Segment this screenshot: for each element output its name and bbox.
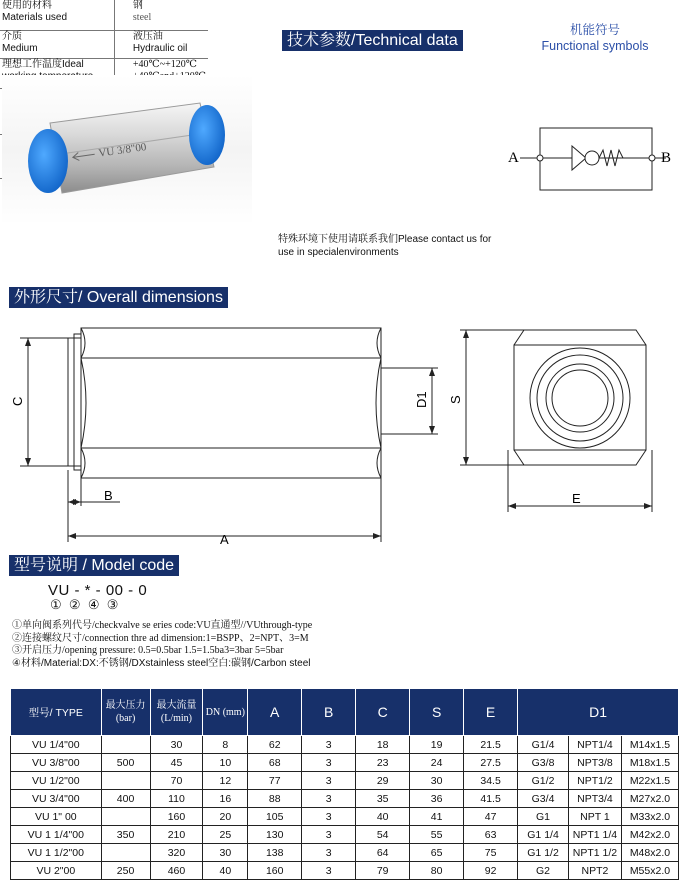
port-a-label: A: [508, 150, 519, 166]
table-cell: 3: [302, 772, 356, 790]
table-cell: G3/4: [518, 790, 569, 808]
header-d1: D1: [518, 689, 679, 736]
table-cell: M22x1.5: [621, 772, 678, 790]
table-cell: 16: [203, 790, 248, 808]
table-cell: 75: [464, 844, 518, 862]
table-cell: 40: [356, 808, 410, 826]
table-cell: NPT2: [568, 862, 621, 880]
table-cell: 27.5: [464, 754, 518, 772]
table-cell: 30: [410, 772, 464, 790]
model-line-2: ②连接螺纹尺寸/connection thre ad dimension:1=BSPP、2=NPT、3=M: [12, 632, 309, 644]
table-cell: 21.5: [464, 736, 518, 754]
table-cell: G2: [518, 862, 569, 880]
table-cell: 3: [302, 826, 356, 844]
table-cell: G1/4: [518, 736, 569, 754]
tech-label: 使用的材料 Materials used: [2, 0, 68, 23]
table-row: [11, 844, 679, 862]
table-cell: M55x2.0: [621, 862, 678, 880]
dimension-drawing: [0, 310, 687, 550]
functional-symbols-title: 机能符号 Functional symbols: [541, 23, 649, 53]
dim-d1-label: D1: [414, 391, 429, 408]
table-cell: 3: [302, 754, 356, 772]
check-valve-symbol: [508, 120, 678, 195]
table-cell: 18: [356, 736, 410, 754]
table-cell: VU 1 1/4"00: [11, 826, 102, 844]
table-cell: 65: [410, 844, 464, 862]
table-row: [11, 808, 679, 826]
header-pressure: 最大压力 (bar): [101, 689, 150, 736]
table-cell: G3/8: [518, 754, 569, 772]
table-cell: [101, 772, 150, 790]
table-cell: VU 3/4"00: [11, 790, 102, 808]
table-cell: [101, 808, 150, 826]
port-b-label: B: [661, 150, 672, 166]
tech-value: +40℃~+120℃: [114, 58, 208, 88]
dim-s-label: S: [448, 395, 463, 404]
model-table-body: [11, 736, 679, 880]
model-code-numbers: ① ② ④ ③: [50, 597, 121, 612]
table-cell: G1 1/2: [518, 844, 569, 862]
table-cell: NPT1/2: [568, 772, 621, 790]
table-cell: 110: [150, 790, 203, 808]
dimensions-title: 外形尺寸/ Overall dimensions: [9, 287, 228, 308]
model-code-title: 型号说明 / Model code: [9, 555, 179, 576]
table-cell: VU 1 1/2"00: [11, 844, 102, 862]
table-cell: 210: [150, 826, 203, 844]
table-cell: 160: [150, 808, 203, 826]
table-cell: 10: [203, 754, 248, 772]
table-cell: 77: [248, 772, 302, 790]
table-cell: VU 1" 00: [11, 808, 102, 826]
dim-a-label: A: [220, 532, 229, 547]
table-cell: M18x1.5: [621, 754, 678, 772]
table-cell: 160: [248, 862, 302, 880]
table-cell: 88: [248, 790, 302, 808]
table-cell: 460: [150, 862, 203, 880]
dim-c-label: C: [10, 396, 25, 406]
table-cell: 30: [203, 844, 248, 862]
table-cell: 250: [101, 862, 150, 880]
table-cell: 25: [203, 826, 248, 844]
table-cell: 64: [356, 844, 410, 862]
table-cell: NPT1 1/4: [568, 826, 621, 844]
table-cell: G1 1/4: [518, 826, 569, 844]
table-cell: 92: [464, 862, 518, 880]
table-cell: 105: [248, 808, 302, 826]
table-cell: 320: [150, 844, 203, 862]
model-table: [10, 688, 679, 880]
table-cell: 80: [410, 862, 464, 880]
table-row: [11, 862, 679, 880]
model-line-1: ①单向阀系列代号/checkvalve se eries code:VU直通型//VUthrough-type: [12, 620, 313, 631]
table-cell: 400: [101, 790, 150, 808]
table-cell: 63: [464, 826, 518, 844]
table-cell: 29: [356, 772, 410, 790]
header-e: E: [464, 689, 518, 736]
table-cell: G1: [518, 808, 569, 826]
tech-label: 理想工作温度Ideal: [2, 58, 84, 70]
table-cell: VU 2"00: [11, 862, 102, 880]
header-dn: DN (mm): [203, 689, 248, 736]
table-cell: 47: [464, 808, 518, 826]
table-cell: NPT3/4: [568, 790, 621, 808]
special-environment-note: 特殊环境下使用请联系我们Please contact us for use in specialenvironments: [278, 234, 492, 258]
table-cell: 55: [410, 826, 464, 844]
table-cell: 3: [302, 844, 356, 862]
table-cell: M14x1.5: [621, 736, 678, 754]
model-line-4: ④材料/Material:DX:不锈钢/DXstainless steel空白:碳钢/Carbon steel: [12, 657, 311, 669]
table-cell: 12: [203, 772, 248, 790]
table-cell: 79: [356, 862, 410, 880]
table-cell: 41.5: [464, 790, 518, 808]
table-cell: 3: [302, 736, 356, 754]
table-cell: 3: [302, 808, 356, 826]
table-cell: 138: [248, 844, 302, 862]
table-cell: NPT 1: [568, 808, 621, 826]
table-cell: 20: [203, 808, 248, 826]
table-cell: 70: [150, 772, 203, 790]
model-line-3: ③开启压力/opening pressure: 0.5=0.5bar 1.5=1.5ba3=3bar 5=5bar: [12, 645, 284, 656]
table-row: [11, 754, 679, 772]
table-cell: VU 3/8"00: [11, 754, 102, 772]
model-code-pattern: VU - * - 00 - 0: [48, 582, 148, 599]
table-cell: 68: [248, 754, 302, 772]
header-s: S: [410, 689, 464, 736]
header-flow: 最大流量 (L/min): [150, 689, 203, 736]
table-cell: 3: [302, 862, 356, 880]
table-cell: 8: [203, 736, 248, 754]
tech-value: 钢 steel: [114, 0, 208, 30]
table-cell: [101, 844, 150, 862]
table-cell: G1/2: [518, 772, 569, 790]
table-cell: 19: [410, 736, 464, 754]
header-b: B: [302, 689, 356, 736]
header-type: 型号/ TYPE: [11, 689, 102, 736]
table-cell: NPT3/8: [568, 754, 621, 772]
table-cell: 34.5: [464, 772, 518, 790]
table-cell: 130: [248, 826, 302, 844]
table-cell: 24: [410, 754, 464, 772]
table-cell: M33x2.0: [621, 808, 678, 826]
table-cell: M48x2.0: [621, 844, 678, 862]
model-code-explanation: [12, 620, 312, 670]
table-cell: M42x2.0: [621, 826, 678, 844]
table-cell: [101, 736, 150, 754]
table-cell: 45: [150, 754, 203, 772]
table-cell: 500: [101, 754, 150, 772]
table-cell: 36: [410, 790, 464, 808]
tech-data-title: 技术参数/Technical data: [282, 30, 463, 51]
table-cell: 3: [302, 790, 356, 808]
table-row: [11, 826, 679, 844]
table-cell: VU 1/2"00: [11, 772, 102, 790]
table-cell: 35: [356, 790, 410, 808]
table-cell: 23: [356, 754, 410, 772]
table-cell: VU 1/4"00: [11, 736, 102, 754]
dim-b-label: B: [104, 488, 113, 503]
table-cell: 350: [101, 826, 150, 844]
table-cell: 41: [410, 808, 464, 826]
table-cell: M27x2.0: [621, 790, 678, 808]
table-row: [11, 736, 679, 754]
table-cell: NPT1/4: [568, 736, 621, 754]
table-cell: 62: [248, 736, 302, 754]
tech-value: 液压油 Hydraulic oil: [114, 30, 208, 58]
table-cell: 40: [203, 862, 248, 880]
table-row: [11, 790, 679, 808]
table-cell: 54: [356, 826, 410, 844]
table-cell: 30: [150, 736, 203, 754]
table-row: [11, 772, 679, 790]
header-a: A: [248, 689, 302, 736]
product-photo: [2, 75, 252, 225]
tech-label: 介质 Medium: [2, 30, 38, 54]
table-cell: NPT1 1/2: [568, 844, 621, 862]
header-c: C: [356, 689, 410, 736]
dim-e-label: E: [572, 491, 581, 506]
photo-engraving: VU 3/8"00: [97, 141, 148, 160]
